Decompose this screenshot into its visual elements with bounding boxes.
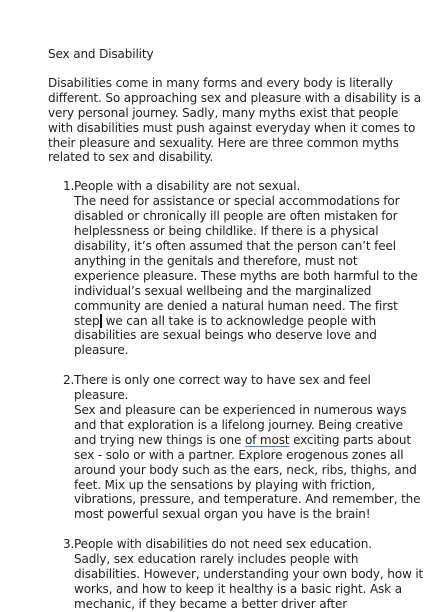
list-number: 1. [63,179,75,194]
myth-body-text: The need for assistance or special accommodations for disabled or chronically ill people are often mistaken for helplessness or being childlike. If there is a physical disability, it’s often assumed that the person can’t feel anything in the genitals and therefore, must not experience pleasure. These myths are both harmful to the individual’s sexual wellbeing and the marginalized community are denied a natural human need. The first step [74,194,418,328]
myth-body: Sadly, sex education rarely includes people with disabilities. However, understanding your own body, how it works, and how to keep it healthy is a basic right. Ask a mechanic, if they became a better driver after [74,552,424,611]
myth-heading: People with disabilities do not need sex education. [74,537,372,552]
myth-heading: People with a disability are not sexual. [74,179,301,194]
spellcheck-underlined-text[interactable]: of most [244,432,290,447]
myth-body-text: Sex and pleasure can be experienced in numerous ways and that exploration is a lifelong journey. Being creative and trying new things is one [74,403,407,447]
list-item [48,373,426,522]
intro-paragraph: Disabilities come in many forms and every body is literally different. So approaching sex and pleasure with a disability is a very personal journey. Sadly, many myths exist that people with disabilities must push against everyday when it comes to their pleasure and sexuality. Here are three common myths related to sex and disability. [48,75,421,165]
myth-body-text-continued: we can all take is to acknowledge people with disabilities are sexual beings who deserve love and pleasure. [74,313,377,358]
list-item [48,537,426,612]
list-number: 3. [63,537,75,552]
myth-body [74,403,426,522]
myth-heading: There is only one correct way to have sex and feel pleasure. [74,373,371,403]
myth-body [74,194,426,358]
myth-body-text-continued: exciting parts about sex - solo or with a partner. Explore erogenous zones all around your body such as the ears, neck, ribs, thighs, and feet. Mix up the sensations by playing with friction, vibrations, pressure, and temperature. And remember, the most powerful sexual organ you have is the brain! [74,432,421,522]
myth-list [48,179,426,611]
document-title: Sex and Disability [48,47,154,61]
list-number: 2. [63,373,75,388]
list-item [48,179,426,358]
